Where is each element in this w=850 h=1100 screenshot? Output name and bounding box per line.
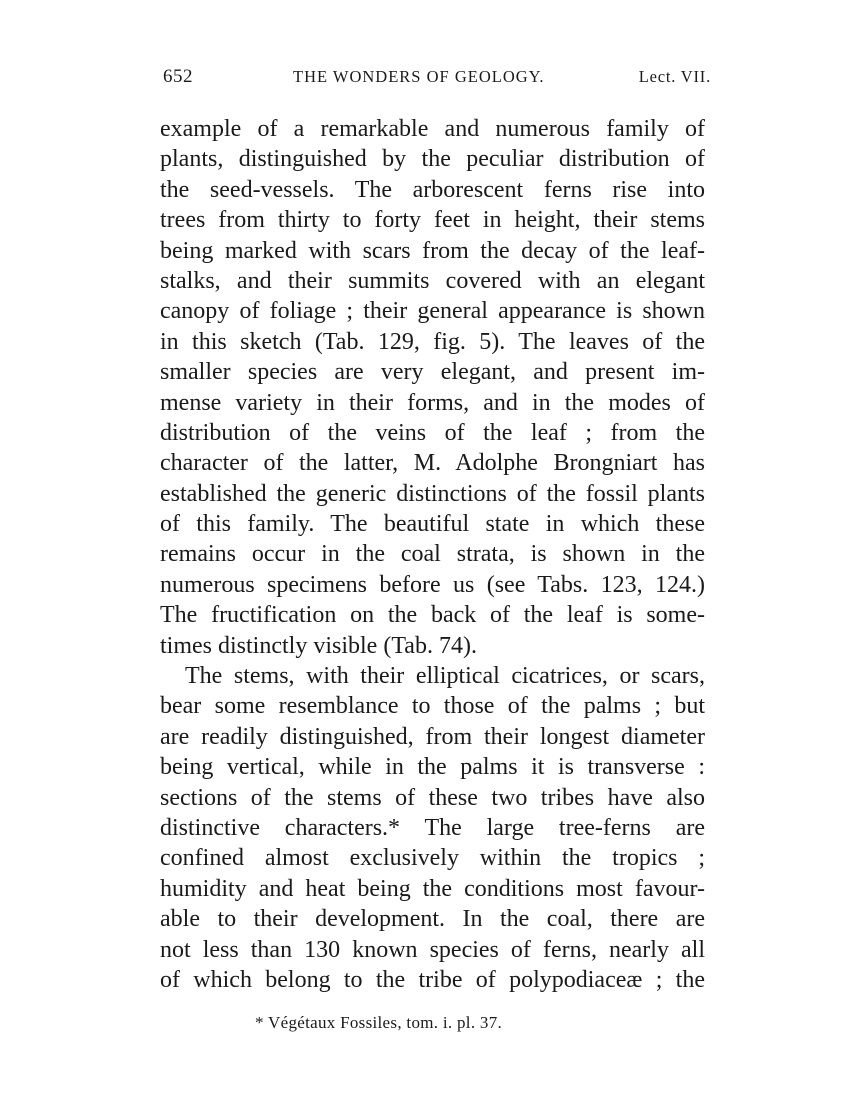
lecture-label: Lect. VII. bbox=[638, 67, 711, 86]
text-line: in this sketch (Tab. 129, fig. 5). The leaves of the bbox=[160, 328, 705, 355]
running-title: THE WONDERS OF GEOLOGY. bbox=[293, 67, 545, 86]
text-line: distribution of the veins of the leaf ; from the bbox=[160, 419, 705, 446]
text-line: are readily distinguished, from their longest diameter bbox=[160, 723, 705, 750]
text-line: not less than 130 known species of ferns, nearly all bbox=[160, 936, 705, 963]
text-line: remains occur in the coal strata, is shown in the bbox=[160, 541, 705, 568]
text-line: smaller species are very elegant, and present im- bbox=[160, 359, 705, 386]
text-line: able to their development. In the coal, there are bbox=[160, 906, 705, 933]
running-header bbox=[163, 66, 711, 94]
text-line: character of the latter, M. Adolphe Brongniart has bbox=[160, 450, 705, 477]
text-line: example of a remarkable and numerous family of bbox=[160, 116, 705, 142]
text-line: of this family. The beautiful state in which these bbox=[160, 511, 705, 538]
text-line: the seed-vessels. The arborescent ferns rise into bbox=[160, 176, 705, 203]
text-line: being marked with scars from the decay of the leaf- bbox=[160, 237, 705, 264]
text-line: being vertical, while in the palms it is transverse : bbox=[160, 754, 705, 781]
text-line: sections of the stems of these two tribes have also bbox=[160, 784, 705, 811]
text-line: established the generic distinctions of the fossil plants bbox=[160, 480, 705, 507]
text-line: distinctive characters.* The large tree-ferns are bbox=[160, 814, 705, 841]
page-number: 652 bbox=[163, 66, 193, 87]
text-line: numerous specimens before us (see Tabs. 123, 124.) bbox=[160, 571, 705, 598]
text-line: of which belong to the tribe of polypodiaceæ ; the bbox=[160, 966, 705, 993]
paragraph-start-line: The stems, with their elliptical cicatrices, or scars, bbox=[185, 663, 705, 690]
text-line: bear some resemblance to those of the palms ; but bbox=[160, 693, 705, 720]
text-line: canopy of foliage ; their general appearance is shown bbox=[160, 298, 705, 325]
text-line: The fructification on the back of the leaf is some- bbox=[160, 602, 705, 629]
text-line: humidity and heat being the conditions most favour- bbox=[160, 875, 705, 902]
body-text bbox=[160, 114, 705, 995]
paragraph-end-line: times distinctly visible (Tab. 74). bbox=[160, 632, 477, 659]
text-line: plants, distinguished by the peculiar distribution of bbox=[160, 146, 705, 173]
text-line: mense variety in their forms, and in the modes of bbox=[160, 389, 705, 416]
text-line: trees from thirty to forty feet in height, their stems bbox=[160, 207, 705, 234]
text-line: confined almost exclusively within the tropics ; bbox=[160, 845, 705, 872]
footnote: * Végétaux Fossiles, tom. i. pl. 37. bbox=[255, 1013, 503, 1032]
text-line: stalks, and their summits covered with an elegant bbox=[160, 267, 705, 294]
